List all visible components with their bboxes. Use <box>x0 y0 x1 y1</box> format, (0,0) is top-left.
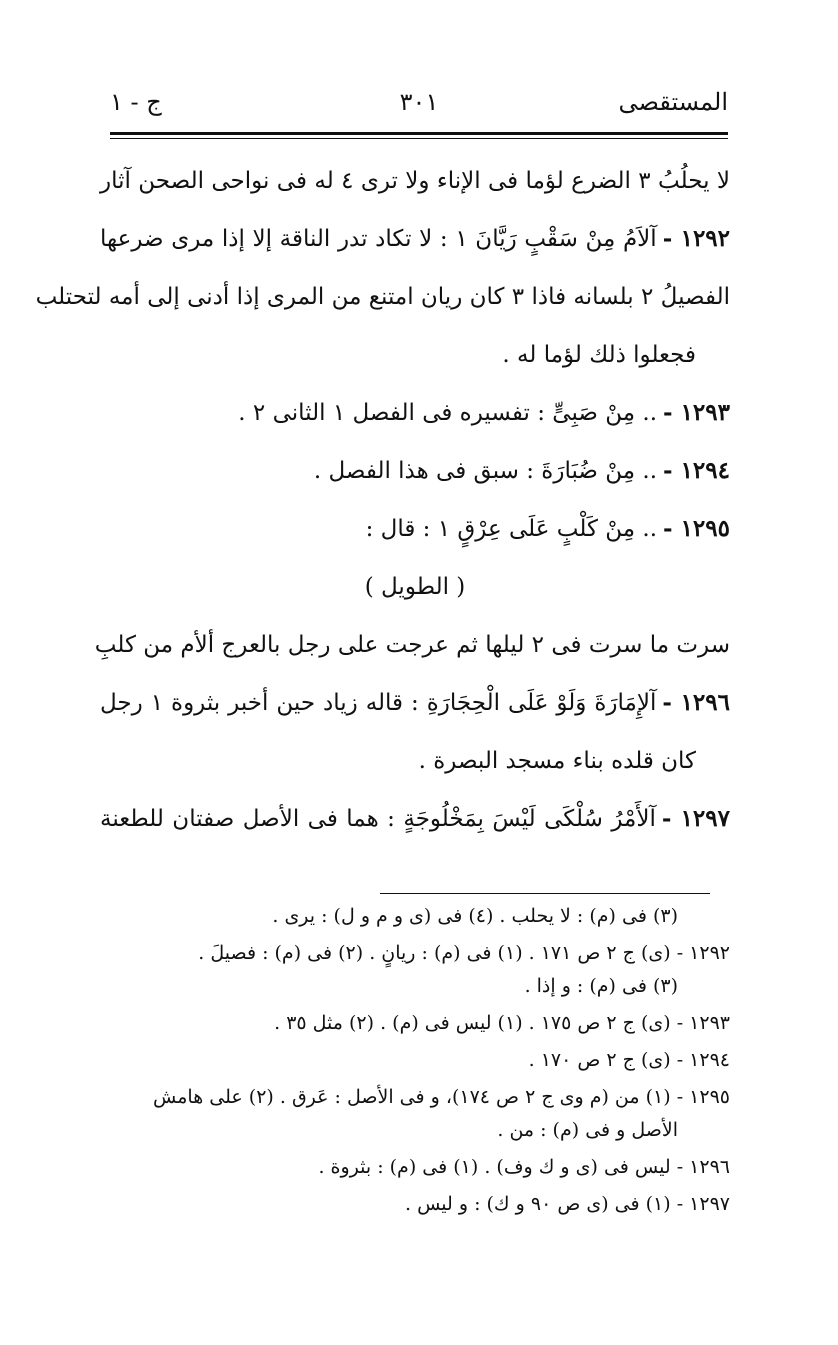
meter-label: ( الطويل ) <box>364 574 466 600</box>
page-number: ٣٠١ <box>399 88 439 116</box>
header-rule-thick <box>110 132 728 135</box>
page-header <box>110 88 728 128</box>
entry-1294 <box>100 442 730 500</box>
entry-1296-line-2: كان قلده بناء مسجد البصرة . <box>418 748 696 774</box>
footnote: الأصل و فى (م) : من . <box>497 1119 678 1141</box>
entry-text: آلإِمَارَةَ وَلَوْ عَلَى الْحِجَارَةِ : قاله زياد حين أخبر بثروة ١ رجل <box>100 690 657 716</box>
footnote: ١٢٩٧ - (١) فى (ى ص ٩٠ و ك) : و ليس . <box>405 1193 730 1215</box>
entry-text: .. مِنْ كَلْبٍ عَلَى عِرْقٍ ١ : قال : <box>365 516 658 542</box>
entry-number: ١٢٩٣ - <box>663 399 730 426</box>
entry-number: ١٢٩٥ - <box>663 515 730 542</box>
running-title: المستقصى <box>618 88 728 116</box>
entry-text: آلاَمُ مِنْ سَقْبٍ رَيَّانَ ١ : لا تكاد تدر الناقة إلا إذا مرى ضرعها <box>100 226 657 252</box>
footnote: (٣) فى (م) : و إذا . <box>524 975 678 997</box>
footnote: ١٢٩٤ - (ى) ج ٢ ص ١٧٠ . <box>528 1049 730 1071</box>
entry-number: ١٢٩٦ - <box>662 689 730 716</box>
main-text <box>35 152 731 848</box>
verse-continuation: لا يحلُبُ ٣ الضرع لؤما فى الإناء ولا ترى ٤ له فى نواحى الصحن آثار <box>100 168 730 194</box>
entry-text: .. مِنْ ضُبَارَةَ : سبق فى هذا الفصل . <box>313 458 658 484</box>
entry-number: ١٢٩٢ - <box>662 225 731 252</box>
entry-text: .. مِنْ صَبِىٍّ : تفسيره فى الفصل ١ الثانى ٢ . <box>238 400 658 426</box>
entry-1297 <box>100 790 730 848</box>
footnote: ١٢٩٦ - ليس فى (ى و ك وف) . (١) فى (م) : بثروة . <box>318 1156 730 1178</box>
entry-1296 <box>100 674 730 732</box>
header-rule-thin <box>110 138 728 139</box>
entry-1295 <box>100 500 730 558</box>
entry-text: آلأَمْرُ سُلْكَى لَيْسَ بِمَخْلُوجَةٍ : هما فى الأصل صفتان للطعنة <box>100 806 656 832</box>
footnotes <box>100 900 730 1221</box>
footnote: (٣) فى (م) : لا يحلب . (٤) فى (ى و م و ل) : يرى . <box>272 905 678 927</box>
entry-1292 <box>100 210 730 268</box>
footnote: ١٢٩٥ - (١) من (م وى ج ٢ ص ١٧٤)، و فى الأصل : عَرق . (٢) على هامش <box>153 1086 730 1108</box>
quoted-verse: سرت ما سرت فى ٢ ليلها ثم عرجت على رجل بالعرج ألأم من كلبِ <box>94 632 730 658</box>
footnote: ١٢٩٣ - (ى) ج ٢ ص ١٧٥ . (١) ليس فى (م) . (٢) مثل ٣٥ . <box>274 1012 730 1034</box>
entry-1293 <box>100 384 730 442</box>
entry-1292-line-2: الفصيلُ ٢ بلسانه فاذا ٣ كان ريان امتنع من المرى إذا أدنى إلى أمه لتحتلب <box>35 284 730 310</box>
footnote-separator <box>380 893 710 894</box>
entry-number: ١٢٩٤ - <box>663 457 730 484</box>
entry-1292-line-3: فجعلوا ذلك لؤما له . <box>502 342 696 368</box>
volume-label: ج - ١ <box>110 88 162 116</box>
entry-number: ١٢٩٧ - <box>661 805 730 832</box>
footnote: ١٢٩٢ - (ى) ج ٢ ص ١٧١ . (١) فى (م) : ريانٍ . (٢) فى (م) : فصيلَ . <box>198 942 730 964</box>
